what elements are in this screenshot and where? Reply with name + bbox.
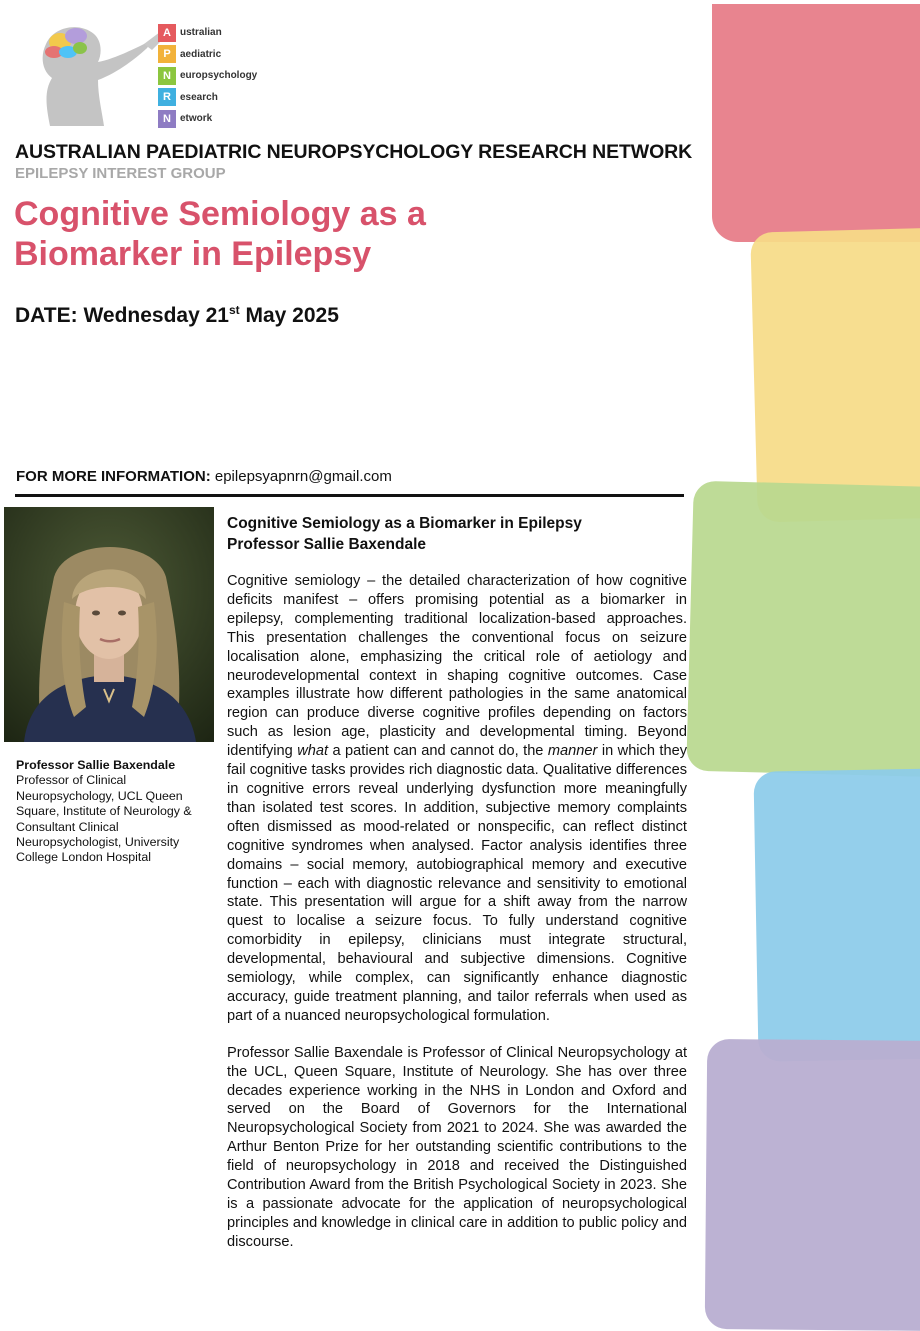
talk-title: Cognitive Semiology as a Biomarker in Epilepsy xyxy=(227,515,582,532)
abstract-text-2: a patient can and cannot do, the xyxy=(328,743,548,760)
date-text: Wednesday 21 xyxy=(83,304,229,327)
divider xyxy=(15,494,684,497)
logo-letter-a: A xyxy=(158,24,176,42)
more-info xyxy=(16,468,392,485)
logo-word-4: esearch xyxy=(180,91,218,103)
talk-heading xyxy=(227,513,687,555)
date-suffix: st xyxy=(228,303,240,317)
logo-letter-n2: N xyxy=(158,110,176,128)
date-tail: May 2025 xyxy=(239,304,339,327)
abstract-emphasis-2: manner xyxy=(547,743,598,760)
date-label: DATE: xyxy=(15,304,78,327)
logo-word-2: aediatric xyxy=(180,48,222,60)
org-title: AUSTRALIAN PAEDIATRIC NEUROPSYCHOLOGY RESEARCH NETWORK xyxy=(15,141,693,163)
logo-row-1 xyxy=(158,22,257,44)
org-subtitle: EPILEPSY INTEREST GROUP xyxy=(15,165,226,182)
logo-word-1: ustralian xyxy=(180,27,222,39)
event-title: Cognitive Semiology as a Biomarker in Epilepsy xyxy=(14,195,426,273)
logo-letter-p: P xyxy=(158,45,176,63)
speaker-photo xyxy=(4,507,214,742)
talk-body xyxy=(227,572,687,1270)
event-date xyxy=(15,303,339,328)
abstract-paragraph xyxy=(227,572,687,1026)
contact-email-link[interactable]: epilepsyapnrn@gmail.com xyxy=(214,468,392,485)
decor-block-purple xyxy=(705,1039,920,1331)
decor-block-green xyxy=(686,481,920,778)
talk-presenter: Professor Sallie Baxendale xyxy=(227,536,427,553)
logo-word-5: etwork xyxy=(180,113,213,125)
speaker-bio-caption: Professor of Clinical Neuropsychology, UCL Queen Square, Institute of Neurology & Consultant Clinical Neuropsychologist, University College London Hospital xyxy=(16,773,192,865)
decor-block-red xyxy=(712,4,920,242)
more-info-label: FOR MORE INFORMATION: xyxy=(16,468,211,485)
logo-row-5 xyxy=(158,108,257,130)
speaker-bio-paragraph: Professor Sallie Baxendale is Professor of Clinical Neuropsychology at the UCL, Queen Square, Institute of Neurology. She has over three decades experience working in the NHS in London and Oxford and served on the Board of Governors for the International Neuropsychological Society from 2021 to 2024. She was awarded the Arthur Benton Prize for her outstanding scientific contributions to the field of neuropsychology in 2018 and received the Distinguished Contribution Award from the British Psychological Society in 2023. She is a passionate advocate for the application of neuropsychological principles and knowledge in clinical care in addition to public policy and discourse. xyxy=(227,1044,687,1250)
apnrn-logo-figure xyxy=(32,16,172,126)
apnrn-logo-wordmark xyxy=(158,22,257,130)
speaker-name: Professor Sallie Baxendale xyxy=(16,758,176,772)
logo-row-4 xyxy=(158,87,257,109)
abstract-text-1: Cognitive semiology – the detailed characterization of how cognitive deficits manifest – offers promising potential as a biomarker in epilepsy, complementing traditional localization-based approaches. This presentation challenges the conventional focus on seizure localisation alone, emphasizing the critical role of aetiology and neurodevelopmental context in shaping cognitive outcomes. Case examples illustrate how different pathologies in the same anatomical region can produce diverse cognitive profiles depending on factors such as lesion age, plasticity and developmental timing. Beyond identifying xyxy=(227,573,687,760)
decor-block-yellow xyxy=(750,227,920,522)
logo-letter-r: R xyxy=(158,88,176,106)
abstract-text-3: in which they fail cognitive tasks provides rich diagnostic data. Qualitative differences in cognitive errors reveal underlying dysfunction more meaningfully than isolated test scores. In addition, subjective memory complaints often dismissed as mood-related or nonspecific, can reflect distinct cognitive syndromes when analysed. Factor analysis identifies three domains – social memory, autobiographical memory and executive function – each with diagnostic relevance and sensitivity to emotional state. This presentation will argue for a shift away from the narrow quest to localise a seizure focus. To fully understand cognitive comorbidity in epilepsy, clinicians must integrate structural, developmental, behavioural and subjective dimensions. Cognitive semiology, while complex, can significantly enhance diagnostic accuracy, guide treatment planning, and tailor referrals when used as part of a nuanced neuropsychological formulation. xyxy=(227,743,688,1024)
logo-row-2 xyxy=(158,44,257,66)
logo-row-3 xyxy=(158,65,257,87)
decor-block-blue xyxy=(753,768,920,1061)
logo-letter-n: N xyxy=(158,67,176,85)
speaker-caption xyxy=(16,758,208,866)
logo-word-3: europsychology xyxy=(180,70,258,82)
abstract-emphasis-1: what xyxy=(297,743,329,760)
